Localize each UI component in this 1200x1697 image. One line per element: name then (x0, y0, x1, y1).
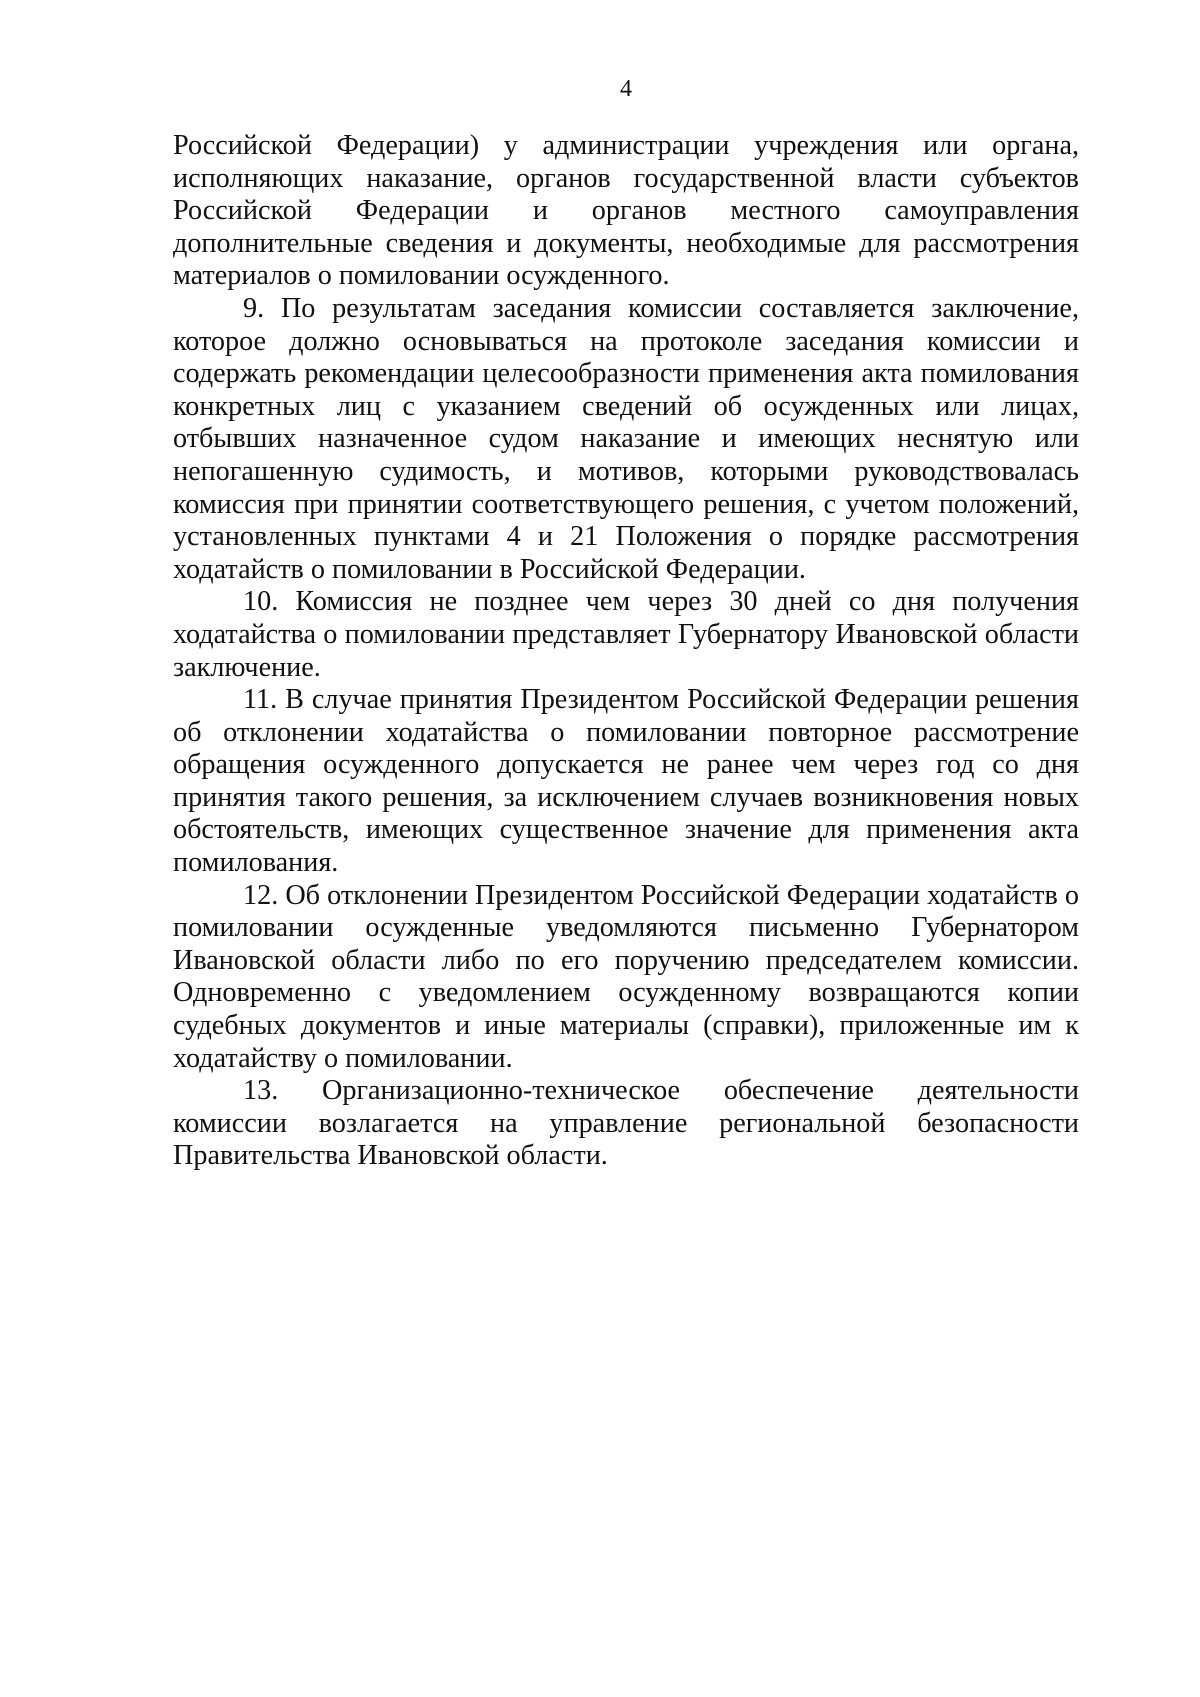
paragraph-item-13: 13. Организационно-техническое обеспечение деятельности комиссии возлагается на управление региональной безопасности Правительства Ивановской области. (173, 1075, 1079, 1172)
paragraph-item-11: 11. В случае принятия Президентом Российской Федерации решения об отклонении ходатайства о помиловании повторное рассмотрение обращения осужденного допускается не ранее чем через год со дня принятия такого решения, за исключением случаев возникновения новых обстоятельств, имеющих существенное значение для применения акта помилования. (173, 684, 1079, 879)
document-body (173, 130, 1079, 1173)
paragraph-item-10: 10. Комиссия не позднее чем через 30 дней со дня получения ходатайства о помиловании представляет Губернатору Ивановской области заключение. (173, 586, 1079, 683)
paragraph-item-9: 9. По результатам заседания комиссии составляется заключение, которое должно основываться на протоколе заседания комиссии и содержать рекомендации целесообразности применения акта помилования конкретных лиц с указанием сведений об осужденных или лицах, отбывших назначенное судом наказание и имеющих неснятую или непогашенную судимость, и мотивов, которыми руководствовалась комиссия при принятии соответствующего решения, с учетом положений, установленных пунктами 4 и 21 Положения о порядке рассмотрения ходатайств о помиловании в Российской Федерации. (173, 292, 1079, 585)
paragraph-continuation: Российской Федерации) у администрации учреждения или органа, исполняющих наказание, органов государственной власти субъектов Российской Федерации и органов местного самоуправления дополнительные сведения и документы, необходимые для рассмотрения материалов о помиловании осужденного. (173, 130, 1079, 292)
page-number: 4 (620, 76, 632, 102)
paragraph-item-12: 12. Об отклонении Президентом Российской Федерации ходатайств о помиловании осужденные уведомляются письменно Губернатором Ивановской области либо по его поручению председателем комиссии. Одновременно с уведомлением осужденному возвращаются копии судебных документов и иные материалы (справки), приложенные им к ходатайству о помиловании. (173, 879, 1079, 1074)
